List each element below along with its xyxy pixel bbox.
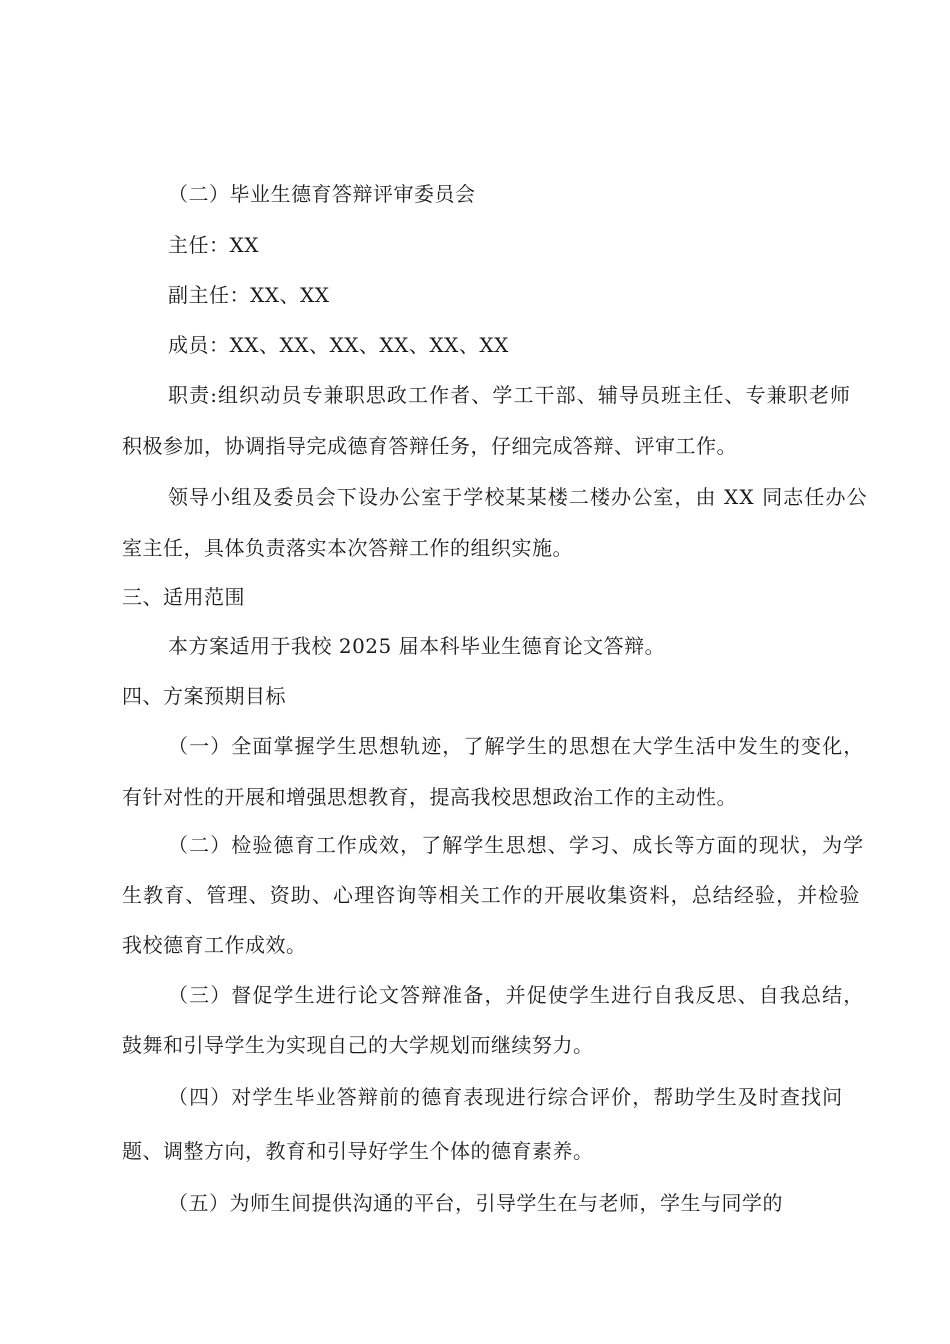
deputy-director-line: 副主任：XX、XX (168, 283, 330, 307)
members-line: 成员：XX、XX、XX、XX、XX、XX (168, 333, 509, 357)
goal-1-line-2: 有针对性的开展和增强思想教育，提高我校思想政治工作的主动性。 (122, 785, 737, 809)
goal-4-line-1: （四）对学生毕业答辩前的德育表现进行综合评价，帮助学生及时查找问 (168, 1085, 844, 1109)
goal-3-line-1: （三）督促学生进行论文答辩准备，并促使学生进行自我反思、自我总结， (168, 983, 865, 1007)
section-4-heading: 四、方案预期目标 (122, 684, 286, 708)
goal-3-line-2: 鼓舞和引导学生为实现自己的大学规划而继续努力。 (122, 1033, 594, 1057)
goal-5-line-1: （五）为师生间提供沟通的平台，引导学生在与老师，学生与同学的 (168, 1191, 783, 1215)
goal-2-line-3: 我校德育工作成效。 (122, 933, 307, 957)
director-line: 主任：XX (168, 233, 259, 257)
duties-paragraph-line-2: 积极参加，协调指导完成德育答辩任务，仔细完成答辩、评审工作。 (122, 434, 737, 458)
office-paragraph-line-2: 室主任，具体负责落实本次答辩工作的组织实施。 (122, 536, 573, 560)
goal-2-line-1: （二）检验德育工作成效，了解学生思想、学习、成长等方面的现状，为学 (168, 833, 865, 857)
goal-1-line-1: （一）全面掌握学生思想轨迹，了解学生的思想在大学生活中发生的变化， (168, 734, 865, 758)
section-3-heading: 三、适用范围 (122, 585, 245, 609)
office-paragraph-line-1: 领导小组及委员会下设办公室于学校某某楼二楼办公室，由 XX 同志任办公 (168, 485, 868, 509)
committee-heading: （二）毕业生德育答辩评审委员会 (168, 182, 476, 206)
goal-4-line-2: 题、调整方向，教育和引导好学生个体的德育素养。 (122, 1139, 594, 1163)
section-3-text: 本方案适用于我校 2025 届本科毕业生德育论文答辩。 (168, 634, 666, 658)
goal-2-line-2: 生教育、管理、资助、心理咨询等相关工作的开展收集资料，总结经验，并检验 (122, 883, 861, 907)
duties-paragraph-line-1: 职责:组织动员专兼职思政工作者、学工干部、辅导员班主任、专兼职老师 (168, 383, 852, 407)
